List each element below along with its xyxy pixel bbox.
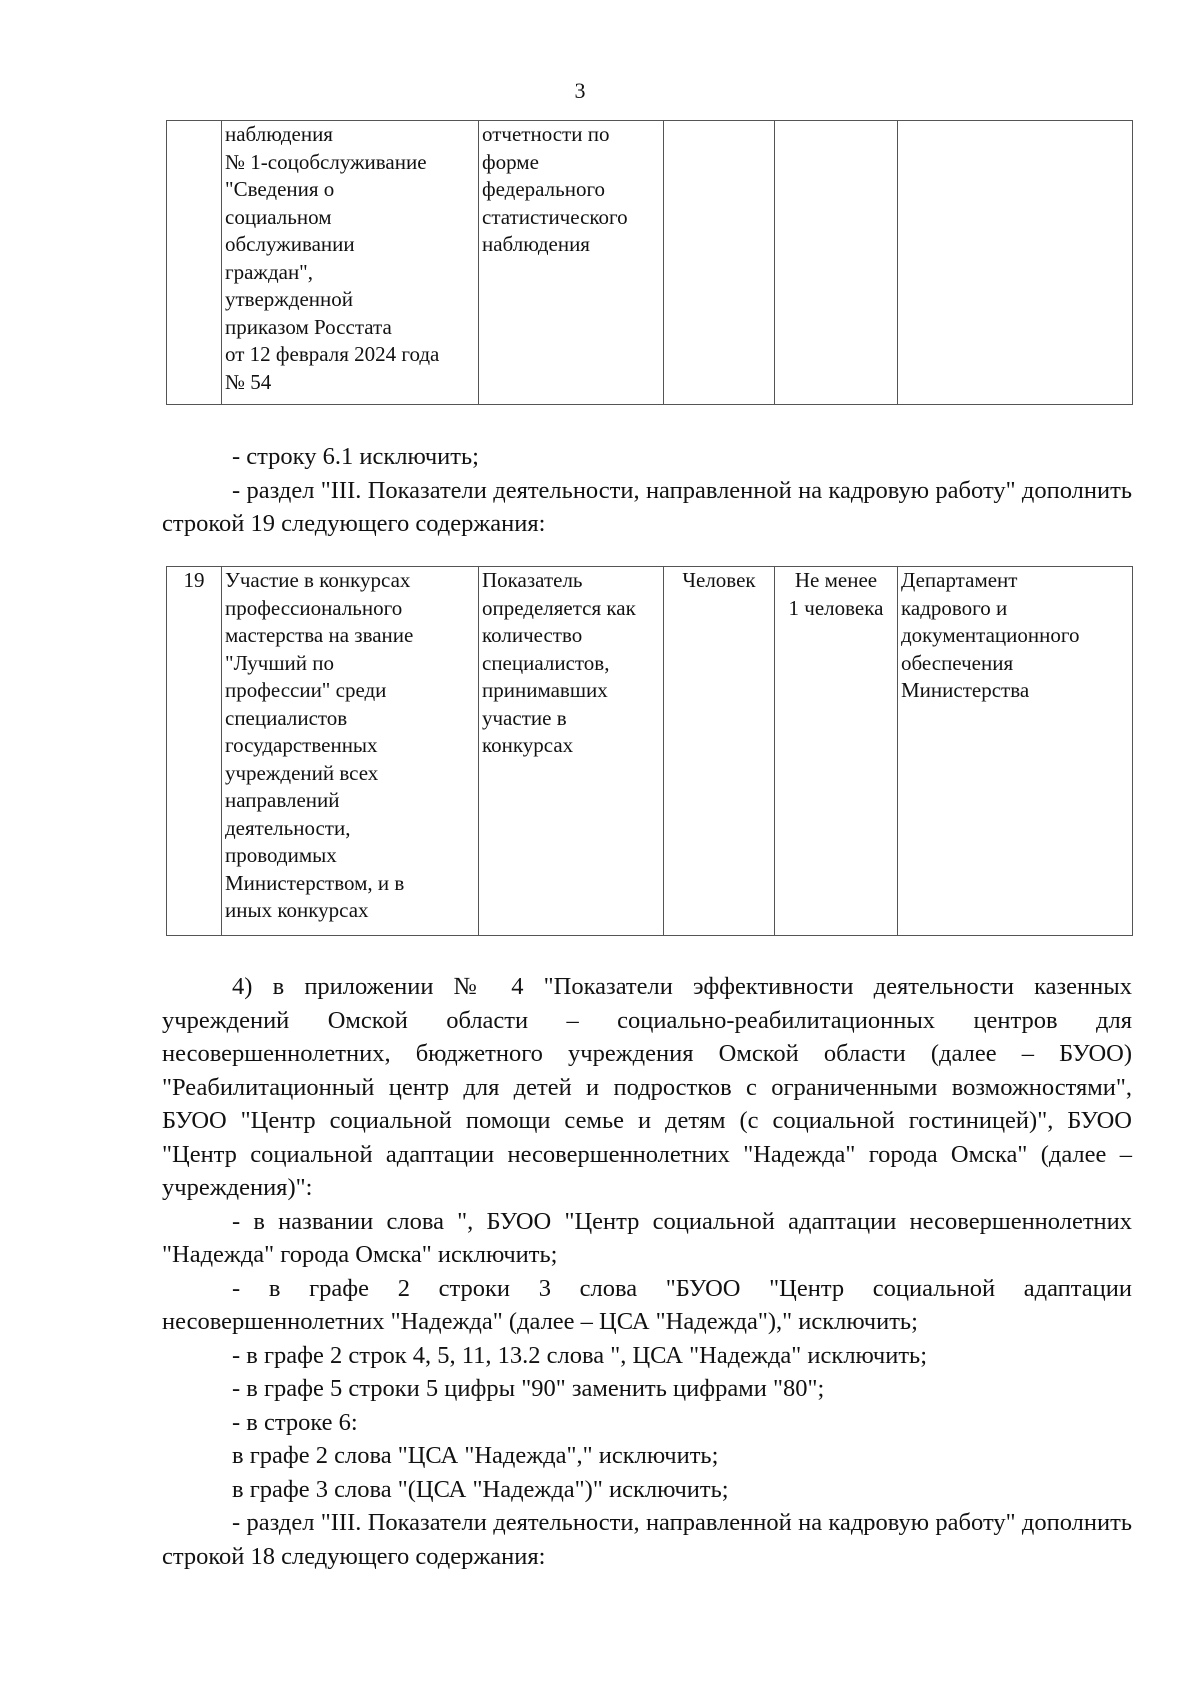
row-unit: Человек	[664, 567, 775, 936]
cell-value	[775, 121, 898, 405]
paragraph: - в графе 2 строки 3 слова "БУОО "Центр социальной адаптации несовершеннолетних "Надежда" (далее – ЦСА "Надежда")," исключить;	[162, 1274, 1132, 1335]
cell-indicator: наблюдения № 1-соцобслуживание "Сведения о социальном обслуживании граждан", утвержденной приказом Росстата от 12 февраля 2024 года № 54	[222, 121, 479, 405]
paragraph: - в графе 5 строки 5 цифры "90" заменить цифрами "80";	[232, 1375, 825, 1402]
row-indicator: Участие в конкурсах профессионального мастерства на звание "Лучший по профессии" среди специалистов государственных учреждений всех направлений деятельности, проводимых Министерством, и в иных конкурсах	[222, 567, 479, 936]
paragraph: - в строке 6:	[232, 1408, 358, 1436]
cell-responsible	[898, 121, 1133, 405]
paragraph: 4) в приложении № 4 "Показатели эффективности деятельности казенных учреждений Омской области – социально-реабилитационных центров для несовершеннолетних, бюджетного учреждения Омской области (далее – БУОО) "Реабилитационный центр для детей и подростков с ограниченными возможностями", БУОО "Центр социальной помощи семье и детям (с социальной гостиницей)", БУОО "Центр социальной адаптации несовершеннолетних "Надежда" города Омска" (далее – учреждения)":	[162, 973, 1132, 1201]
paragraph: - раздел "III. Показатели деятельности, направленной на кадровую работу" дополнить строкой 18 следующего содержания:	[162, 1509, 1132, 1570]
page-number: 3	[574, 78, 586, 103]
cell-unit	[664, 121, 775, 405]
paragraph: - в названии слова ", БУОО "Центр социальной адаптации несовершеннолетних "Надежда" города Омска" исключить;	[162, 1207, 1132, 1268]
paragraph: в графе 2 слова "ЦСА "Надежда"," исключить;	[232, 1442, 719, 1469]
cell-definition: отчетности по форме федерального статистического наблюдения	[479, 121, 664, 405]
paragraph: - раздел "III. Показатели деятельности, направленной на кадровую работу" дополнить строкой 19 следующего содержания:	[162, 476, 1132, 537]
paragraph: в графе 3 слова "(ЦСА "Надежда")" исключить;	[232, 1475, 729, 1503]
row-number: 19	[167, 567, 222, 936]
paragraph: - в графе 2 строк 4, 5, 11, 13.2 слова ", ЦСА "Надежда" исключить;	[232, 1341, 928, 1369]
amendment-text-2	[162, 970, 1132, 1573]
cell-number	[167, 121, 222, 405]
paragraph: - строку 6.1 исключить;	[232, 443, 479, 470]
row-responsible: Департамент кадрового и документационного обеспечения Министерства	[898, 567, 1133, 936]
new-row-table	[166, 566, 1133, 936]
row-value: Не менее 1 человека	[775, 567, 898, 936]
row-definition: Показатель определяется как количество специалистов, принимавших участие в конкурсах	[479, 567, 664, 936]
amendment-text-1	[162, 440, 1132, 541]
table-row	[167, 121, 1133, 405]
table-row	[167, 567, 1133, 936]
continued-table	[166, 120, 1133, 405]
